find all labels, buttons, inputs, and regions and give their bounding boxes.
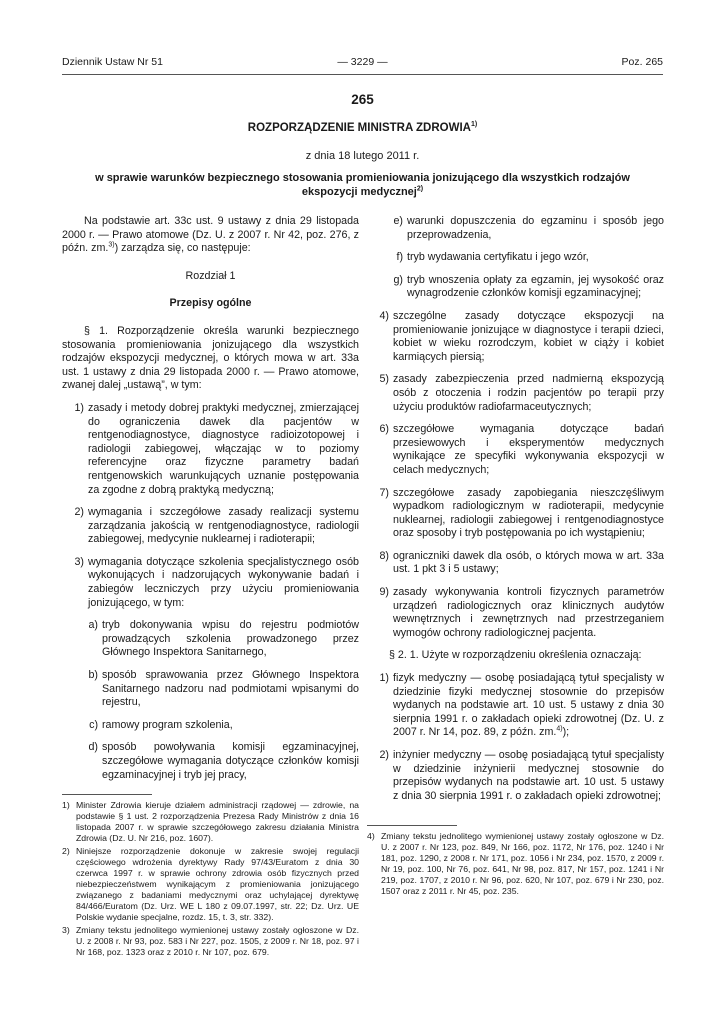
list-number: 4) bbox=[379, 309, 389, 322]
list-text: tryb wydawania certyfikatu i jego wzór, bbox=[407, 251, 589, 264]
sub-list-item bbox=[62, 619, 359, 660]
list-number: 2) bbox=[379, 749, 389, 761]
footnote-separator bbox=[62, 794, 152, 795]
paragraph-2: § 2. 1. Użyte w rozporządzeniu określenia oznaczają: bbox=[389, 649, 642, 662]
list-text: sposób powoływania komisji egzaminacyjnej, szczegółowe wymagania dotyczące członków komisji egzaminacyjnej i tryb jej pracy, bbox=[102, 741, 359, 781]
list-number: 1) bbox=[379, 672, 389, 685]
footnote-separator bbox=[367, 825, 457, 826]
list-text: ograniczniki dawek dla osób, o których mowa w art. 33a ust. 1 pkt 3 i 5 ustawy; bbox=[393, 549, 664, 576]
sub-list-item bbox=[62, 719, 359, 733]
left-column bbox=[62, 215, 359, 960]
sub-list-item bbox=[367, 274, 664, 301]
legal-basis-tail: ) zarządza się, co następuje: bbox=[114, 242, 251, 255]
footnote bbox=[62, 846, 359, 923]
footnote-number: 4) bbox=[367, 831, 375, 842]
page-number: — 3229 — bbox=[337, 56, 388, 68]
footnote-ref: 4) bbox=[556, 725, 563, 733]
sub-list-item bbox=[62, 741, 359, 782]
list-text: szczegółowe wymagania dotyczące badań przesiewowych i eksperymentów medycznych wynikające ze specyfiki wykonywania ekspozycji w celach medycznych; bbox=[393, 423, 664, 476]
definition-text-tail: ); bbox=[562, 726, 570, 739]
footnote bbox=[367, 831, 664, 897]
document-title-text: ROZPORZĄDZENIE MINISTRA ZDROWIA bbox=[247, 122, 471, 134]
list-letter: f) bbox=[396, 251, 403, 264]
list-text: ramowy program szkolenia, bbox=[102, 718, 233, 731]
list-item bbox=[367, 423, 664, 477]
legal-basis bbox=[62, 215, 359, 256]
list-letter: c) bbox=[89, 718, 98, 731]
footnote-ref: 1) bbox=[470, 121, 478, 129]
journal-title: Dziennik Ustaw Nr 51 bbox=[62, 56, 163, 68]
footnote-text: Zmiany tekstu jednolitego wymienionej ustawy zostały ogłoszone w Dz. U. z 2008 r. Nr 93, poz. 583 i Nr 227, poz. 1505, z 2009 r. Nr 18, poz. 97 i Nr 168, poz. 1323 oraz z 2010 r. Nr 107, poz. 679. bbox=[76, 925, 359, 958]
list-text: zasady wykonywania kontroli fizycznych parametrów urządzeń radiologicznych oraz klinicznych audytów wewnętrznych i zewnętrznych nad przestrzeganiem wymogów ochrony radiologicznej pacjenta. bbox=[393, 586, 664, 639]
footnote-text: Minister Zdrowia kieruje działem administracji rządowej — zdrowie, na podstawie § 1 ust. 2 rozporządzenia Prezesa Rady Ministrów z dnia 16 listopada 2007 r. w sprawie szczegółowego zakresu działania Ministra Zdrowia (Dz. U. Nr 216, poz. 1607). bbox=[76, 800, 359, 844]
list-number: 7) bbox=[379, 486, 389, 499]
list-number: 3) bbox=[74, 555, 84, 568]
footnote-text: Niniejsze rozporządzenie dokonuje w zakresie swojej regulacji częściowego wdrożenia dyrektywy Rady 97/43/Euratom z dnia 30 czerwca 1997 r. w sprawie ochrony zdrowia osób fizycznych przed niebezpieczeństwem wynikającym z promieniowania jonizującego związanego z badaniami medycznymi oraz uchylającej dyrektywę 84/466/Euratom (Dz. Urz. WE L 180 z 09.07.1997, str. 22; Dz. Urz. UE Polskie wydanie specjalne, rozdz. 15, t. 3, str. 332). bbox=[76, 846, 359, 923]
footnote-number: 2) bbox=[62, 846, 70, 857]
definition-item bbox=[367, 672, 664, 740]
list-number: 1) bbox=[74, 401, 84, 414]
list-item bbox=[367, 586, 664, 640]
document-number: 265 bbox=[351, 92, 374, 107]
chapter-title: Przepisy ogólne bbox=[169, 297, 252, 310]
list-text: zasady i metody dobrej praktyki medycznej, zmierzającej do ograniczenia dawek dla pacjentów w rentgenodiagnostyce, diagnostyce radioizotopowej i radiologii zabiegowej, włączając w to poziomy referencyjne oraz fizyczne parametry badań rentgenowskich warunkujących uznanie postępowania za zgodne z dobrą praktyką medyczną; bbox=[88, 401, 359, 496]
right-column bbox=[367, 215, 664, 899]
definition-text bbox=[393, 672, 664, 740]
list-item bbox=[62, 402, 359, 497]
sub-list-item bbox=[367, 215, 664, 242]
position-number: Poz. 265 bbox=[621, 56, 663, 68]
document-title bbox=[0, 122, 725, 134]
list-text: szczególne zasady dotyczące ekspozycji na promieniowanie jonizujące w diagnostyce i terapii dzieci, kobiet w wieku rozrodczym, kobiet w ciąży i kobiet karmiących piersią; bbox=[393, 309, 664, 363]
list-number: 2) bbox=[74, 506, 84, 519]
sub-list-item bbox=[367, 251, 664, 265]
list-text: wymagania i szczegółowe zasady realizacji systemu zarządzania jakością w rentgenodiagnostyce, radiologii zabiegowej, medycynie nuklearnej i radioterapii; bbox=[88, 506, 359, 546]
list-item bbox=[62, 506, 359, 547]
list-text: zasady zabezpieczenia przed nadmierną ekspozycją osób z otoczenia i rodzin pacjentów po terapii przy użyciu produktów radiofarmaceutycznych; bbox=[393, 373, 664, 413]
list-letter: a) bbox=[88, 619, 98, 632]
footnote-ref: 3) bbox=[108, 241, 115, 249]
chapter-heading: Rozdział 1 bbox=[185, 269, 236, 282]
list-item bbox=[62, 556, 359, 610]
list-item bbox=[367, 487, 664, 541]
list-letter: g) bbox=[393, 273, 403, 286]
definition-text-main: fizyk medyczny — osobę posiadającą tytuł specjalisty w dziedzinie fizyki medycznej stosownie do przepisów wydanych na podstawie art. 10 ust. 5 ustawy z dnia 30 sierpnia 1991 r. o zakładach opieki zdrowotnej (Dz. U. z 2007 r. Nr 14, poz. 89, z późn. zm. bbox=[393, 672, 664, 739]
document-subject-text: w sprawie warunków bezpiecznego stosowania promieniowania jonizującego dla wszystkich rodzajów ekspozycji medycznej bbox=[95, 172, 630, 198]
list-letter: d) bbox=[88, 741, 98, 754]
list-text: sposób sprawowania przez Głównego Inspektora Sanitarnego nadzoru nad podmiotami wpisanymi do rejestru, bbox=[102, 669, 359, 709]
paragraph-1: § 1. Rozporządzenie określa warunki bezpiecznego stosowania promieniowania jonizującego dla wszystkich rodzajów ekspozycji medycznej, o których mowa w art. 33a ust. 1 ustawy z dnia 29 listopada 2000 r. — Prawo atomowe, zwanej dalej „ustawą”, w tym: bbox=[62, 324, 359, 392]
footnote-text: Zmiany tekstu jednolitego wymienionej ustawy zostały ogłoszone w Dz. U. z 2007 r. Nr 123, poz. 849, Nr 166, poz. 1172, Nr 176, poz. 1240 i Nr 181, poz. 1290, z 2008 r. Nr 171, poz. 1056 i Nr 234, poz. 1570, z 2009 r. Nr 19, poz. 100, Nr 76, poz. 641, Nr 98, poz. 817, Nr 157, poz. 1241 i Nr 219, poz. 1707, z 2010 r. Nr 96, poz. 620, Nr 107, poz. 679 i Nr 230, poz. 1507 oraz z 2011 r. Nr 45, poz. 235. bbox=[381, 831, 664, 897]
definition-item bbox=[367, 749, 664, 803]
list-text: szczegółowe zasady zapobiegania nieszczęśliwym wypadkom radiologicznym w radioterapii, medycynie nuklearnej, radiologii zabiegowej i rentgenodiagnostyce oraz sposoby i tryb postępowania po ich wystąpieniu; bbox=[393, 486, 664, 540]
sub-list-item bbox=[62, 669, 359, 710]
list-letter: b) bbox=[88, 669, 98, 682]
list-text: warunki dopuszczenia do egzaminu i sposób jego przeprowadzenia, bbox=[407, 215, 664, 241]
footnote-ref: 2) bbox=[416, 184, 424, 192]
list-number: 8) bbox=[379, 549, 389, 562]
document-date: z dnia 18 lutego 2011 r. bbox=[305, 150, 420, 162]
list-item bbox=[367, 550, 664, 577]
list-number: 6) bbox=[379, 423, 389, 436]
footnote-number: 1) bbox=[62, 800, 70, 811]
list-item bbox=[367, 373, 664, 414]
footnote bbox=[62, 800, 359, 844]
footnote bbox=[62, 925, 359, 958]
definition-text: inżynier medyczny — osobę posiadającą tytuł specjalisty w dziedzinie inżynierii medycznej stosownie do przepisów wydanych na podstawie art. 10 ust. 5 ustawy z dnia 30 sierpnia 1991 r. o zakładach opieki zdrowotnej; bbox=[393, 749, 664, 802]
list-text: tryb dokonywania wpisu do rejestru podmiotów prowadzących szkolenia prowadzonego przez Głównego Inspektora Sanitarnego, bbox=[102, 619, 359, 659]
list-letter: e) bbox=[393, 215, 403, 227]
document-subject bbox=[90, 172, 635, 199]
list-number: 9) bbox=[379, 586, 389, 599]
list-text: tryb wnoszenia opłaty za egzamin, jej wysokość oraz wynagrodzenie członków komisji egzaminacyjnej; bbox=[407, 273, 664, 300]
footnote-number: 3) bbox=[62, 925, 70, 936]
list-text: wymagania dotyczące szkolenia specjalistycznego osób wykonujących i nadzorujących wykonywanie badań i zabiegów leczniczych przy użyciu promieniowania jonizującego, w tym: bbox=[88, 555, 359, 609]
legal-basis-text: Na podstawie art. 33c ust. 9 ustawy z dnia 29 listopada 2000 r. — Prawo atomowe (Dz. U. z 2007 r. Nr 42, poz. 276, z późn. zm. bbox=[62, 215, 359, 255]
list-number: 5) bbox=[379, 373, 389, 386]
list-item bbox=[367, 310, 664, 364]
header-rule bbox=[62, 74, 663, 75]
